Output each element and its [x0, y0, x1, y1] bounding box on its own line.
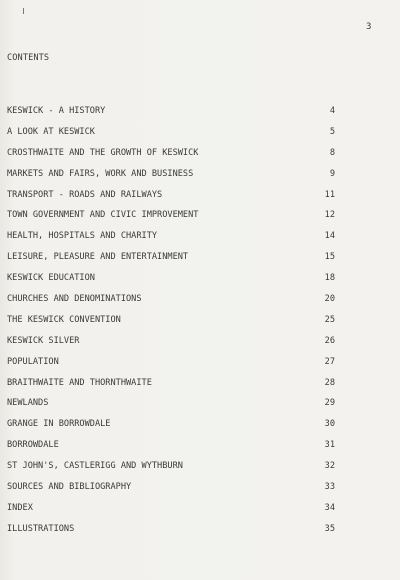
toc-entry-page: 9 — [329, 168, 335, 179]
toc-entry — [7, 440, 335, 461]
toc-entry-page: 4 — [329, 106, 335, 116]
toc-entry-title: NEWLANDS — [7, 398, 49, 409]
toc-entry — [7, 398, 335, 419]
toc-entry-title: TOWN GOVERNMENT AND CIVIC IMPROVEMENT — [7, 210, 199, 221]
toc-entry — [7, 210, 335, 231]
contents-heading: CONTENTS — [7, 53, 50, 63]
toc-entry-page: 27 — [324, 356, 335, 367]
toc-entry — [7, 127, 335, 148]
toc-entry — [7, 461, 335, 482]
toc-entry — [7, 106, 335, 127]
toc-entry-title: MARKETS AND FAIRS, WORK AND BUSINESS — [7, 168, 194, 179]
toc-entry-title: BORROWDALE — [7, 440, 59, 451]
toc-entry — [7, 148, 335, 169]
toc-entry-title: ILLUSTRATIONS — [7, 523, 75, 534]
toc-entry-title: HEALTH, HOSPITALS AND CHARITY — [7, 231, 158, 242]
toc-entry-page: 11 — [324, 189, 335, 200]
toc-entry — [7, 378, 335, 399]
toc-entry — [7, 273, 335, 294]
toc-entry-title: BRAITHWAITE AND THORNTHWAITE — [7, 377, 152, 388]
toc-entry-title: INDEX — [7, 502, 33, 513]
toc-entry-page: 25 — [324, 314, 335, 325]
toc-entry — [7, 482, 335, 503]
toc-entry-page: 30 — [324, 419, 335, 430]
toc-entry-page: 18 — [324, 273, 335, 284]
toc-entry-title: GRANGE IN BORROWDALE — [7, 419, 111, 430]
toc-entry-page: 35 — [324, 523, 335, 534]
toc-entry-page: 26 — [324, 335, 335, 346]
toc-entry-page: 31 — [324, 440, 335, 451]
toc-entry — [7, 503, 335, 524]
page-number: 3 — [366, 22, 372, 32]
table-of-contents — [7, 106, 335, 545]
toc-entry-title: SOURCES AND BIBLIOGRAPHY — [7, 482, 132, 493]
toc-entry-title: CHURCHES AND DENOMINATIONS — [7, 294, 142, 305]
toc-entry-page: 33 — [324, 482, 335, 493]
toc-entry — [7, 315, 335, 336]
toc-entry-title: POPULATION — [7, 356, 59, 367]
toc-entry-title: ST JOHN'S, CASTLERIGG AND WYTHBURN — [7, 461, 183, 472]
toc-entry-page: 14 — [324, 231, 335, 242]
toc-entry-page: 12 — [324, 210, 335, 221]
toc-entry — [7, 252, 335, 273]
toc-entry — [7, 419, 335, 440]
margin-mark — [23, 8, 24, 14]
toc-entry-title: A LOOK AT KESWICK — [7, 126, 95, 137]
toc-entry — [7, 294, 335, 315]
toc-entry — [7, 336, 335, 357]
toc-entry-page: 15 — [324, 252, 335, 263]
toc-entry-page: 32 — [324, 461, 335, 472]
toc-entry-title: LEISURE, PLEASURE AND ENTERTAINMENT — [7, 252, 189, 263]
toc-entry-title: THE KESWICK CONVENTION — [7, 314, 121, 325]
toc-entry-title: TRANSPORT - ROADS AND RAILWAYS — [7, 189, 163, 200]
toc-entry-title: CROSTHWAITE AND THE GROWTH OF KESWICK — [7, 147, 199, 158]
toc-entry — [7, 169, 335, 190]
toc-entry-page: 5 — [329, 126, 335, 137]
toc-entry-page: 20 — [324, 294, 335, 305]
toc-entry — [7, 190, 335, 211]
toc-entry — [7, 524, 335, 545]
toc-entry-page: 29 — [324, 398, 335, 409]
toc-entry-page: 28 — [324, 377, 335, 388]
toc-entry — [7, 231, 335, 252]
toc-entry-title: KESWICK SILVER — [7, 335, 80, 346]
toc-entry — [7, 357, 335, 378]
toc-entry-page: 8 — [329, 147, 335, 158]
toc-entry-page: 34 — [324, 502, 335, 513]
toc-entry-title: KESWICK - A HISTORY — [7, 106, 106, 116]
toc-entry-title: KESWICK EDUCATION — [7, 273, 95, 284]
